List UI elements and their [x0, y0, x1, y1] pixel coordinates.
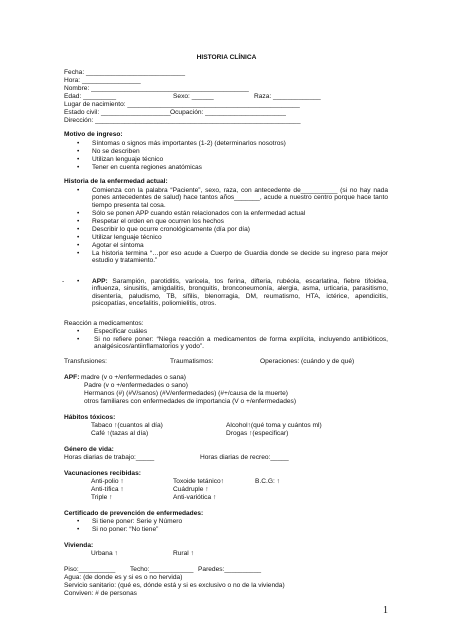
vacunaciones-heading: Vacunaciones recibidas: [64, 470, 141, 477]
apf-label: APF: [64, 374, 80, 381]
direccion-field: Dirección: ________________________________________________________ [64, 117, 301, 124]
apf-line: otros familiares con enfermedades de importancia (V o +/enfermedades) [84, 398, 297, 405]
list-item: No se describen [92, 148, 140, 155]
genero-heading: Género de vida: [64, 446, 114, 453]
certificado-heading: Certificado de prevención de enfermedades: [64, 510, 204, 517]
recreo-field: Horas diarias de recreo:_____ [200, 454, 289, 461]
page-number: 1 [383, 605, 388, 616]
list-item: La historia termina “…por eso acude a Cuerpo de Guardia donde se decide su ingreso para mejor estudio y tratamiento.” [92, 250, 388, 265]
list-item: Utilizan lenguaje técnico [92, 156, 164, 163]
cafe-item: Café ↑(tazas al día) [91, 430, 149, 437]
motivo-heading: Motivo de ingreso: [64, 131, 123, 138]
urbana-item: Urbana ↑ [91, 550, 118, 557]
list-item: Utilizar lenguaje técnico [92, 234, 162, 241]
transfusiones-label: Transfusiones: [64, 358, 108, 365]
bullet-icon: • [77, 526, 80, 533]
bullet-icon: • [77, 242, 80, 249]
vacuna-item: Cuádruple ↑ [173, 486, 209, 493]
app-dash: - [62, 278, 65, 285]
bullet-icon: • [77, 218, 80, 225]
operaciones-label: Operaciones: (cuándo y de qué) [260, 358, 355, 365]
list-item: Síntomas o signos más importantes (1-2) (determinarlos nosotros) [92, 140, 286, 147]
bullet-icon: • [77, 187, 80, 194]
bullet-icon: • [77, 210, 80, 217]
conviven-field: Conviven: # de personas [64, 590, 137, 597]
bullet-icon: • [77, 250, 80, 257]
list-item: Describir lo que ocurre cronológicamente (día por día) [92, 226, 250, 233]
bullet-icon: • [77, 140, 80, 147]
raza-field: Raza: _____________ [254, 93, 321, 100]
list-item: Tener en cuenta regiones anatómicas [92, 164, 202, 171]
estado-civil-field: Estado civil: ___________________ [64, 109, 171, 116]
lugar-nacimiento-field: Lugar de nacimiento: _______________________________________________ [64, 101, 300, 108]
ocupacion-field: Ocupación: ______________________ [170, 109, 286, 116]
nombre-field: Nombre: ___________________________________________ [64, 85, 249, 92]
traumatismos-label: Traumatismos: [170, 358, 214, 365]
list-item: Si tiene poner: Serie y Número [92, 518, 183, 525]
hora-field: Hora: ________________ [64, 77, 141, 84]
app-text: Sarampión, parotiditis, varicela, tos ferina, difteria, rubéola, escarlatina, fiebre tifoidea, influenza, sinusitis, amigdalitis, bronquitis, bronconeumonía, alergia, asma, urticaria, parasitismo, disentería, paludismo, TB, sífilis, blenorragia, DM, reumatismo, HTA, ictérice, apendicitis, psicopatías, encefalitis, poliomielitis, otros. [92, 278, 388, 308]
list-item: Comienza con la palabra “Paciente”, sexo, raza, con antecedente de__________ (si no hay nada pones antecedentes de salud) hace tantos años_______, acude a nuestro centro porque hace tanto tiempo presenta tal cosa. [92, 187, 388, 209]
vacuna-item: Anti-polio ↑ [91, 478, 124, 485]
reaccion-heading: Reacción a medicamentos: [64, 320, 144, 327]
apf-line: Padre (v o +/enfermedades o sano) [84, 382, 188, 389]
list-item: Sólo se ponen APP cuando están relacionados con la enfermedad actual [92, 210, 306, 217]
drogas-item: Drogas ↑(especificar) [226, 430, 289, 437]
servicio-field: Servicio sanitario: (qué es, dónde está y si es exclusivo o no de la vivienda) [64, 582, 285, 589]
bullet-icon: • [77, 234, 80, 241]
bullet-icon: • [77, 518, 80, 525]
app-label: APP: [92, 278, 108, 285]
bullet-icon: • [77, 164, 80, 171]
fecha-field: Fecha: ___________________________ [64, 69, 186, 76]
vacuna-item: Anti-tífica ↑ [91, 486, 124, 493]
list-item: Agotar el síntoma [92, 242, 144, 249]
vacuna-item: Triple ↑ [91, 494, 113, 501]
sexo-field: Sexo: ______ [173, 93, 214, 100]
bullet-icon: • [77, 156, 80, 163]
bullet-icon: • [77, 226, 80, 233]
trabajo-field: Horas diarias de trabajo:_____ [64, 454, 155, 461]
tabaco-item: Tabaco ↑(cuantos al día) [91, 422, 163, 429]
list-item: Si no poner: “No tiene” [92, 526, 159, 533]
bullet-icon: • [77, 328, 80, 335]
edad-field: Edad: _________ [64, 93, 117, 100]
techo-field: Techo:____________ [130, 566, 194, 573]
bullet-icon: • [77, 148, 80, 155]
habitos-heading: Hábitos tóxicos: [64, 414, 116, 421]
bullet-icon: • [77, 278, 80, 285]
list-item: Respetar el orden en que ocurren los hechos [92, 218, 224, 225]
agua-field: Agua: (de donde es y si es o no hervida) [64, 574, 183, 581]
document-title: HISTORIA CLÍNICA [196, 54, 257, 61]
paredes-field: Paredes:__________ [198, 566, 262, 573]
piso-field: Piso:__________ [64, 566, 116, 573]
app-paragraph [92, 278, 388, 308]
apf-line: Hermanos (#) (#V/sanos) (#V/enfermedades) (#+/causa de la muerte) [84, 390, 288, 397]
rural-item: Rural ↑ [173, 550, 194, 557]
vivienda-heading: Vivienda: [64, 542, 94, 549]
alcohol-item: Alcohol↑(qué toma y cuántos ml) [226, 422, 322, 429]
list-item: Especificar cuáles [94, 328, 148, 335]
historia-heading: Historia de la enfermedad actual: [64, 178, 168, 185]
vacuna-item: B.C.G: ↑ [255, 478, 280, 485]
list-item: Si no refiere poner: “Niega reacción a medicamentos de forma explícita, incluyendo antibióticos, analgésicos/antiinflamatorios y yodo”. [94, 336, 388, 351]
vacuna-item: Anti-variótica ↑ [173, 494, 217, 501]
vacuna-item: Toxoide tetánico↑ [173, 478, 224, 485]
apf-line: madre (v o +/enfermedades o sana) [81, 374, 187, 381]
bullet-icon: • [77, 336, 80, 343]
